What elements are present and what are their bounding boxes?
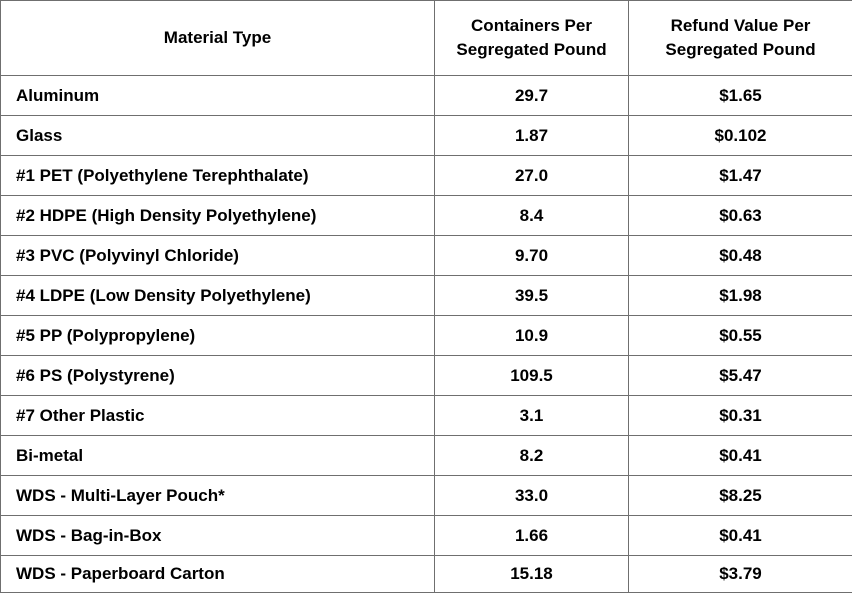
containers-cell: 109.5 (435, 356, 629, 396)
containers-cell: 29.7 (435, 76, 629, 116)
table-row (1, 236, 852, 276)
refund-cell: $0.102 (629, 116, 852, 156)
refund-cell: $0.55 (629, 316, 852, 356)
material-cell: #3 PVC (Polyvinyl Chloride) (1, 236, 435, 276)
containers-cell: 8.2 (435, 436, 629, 476)
material-cell: Glass (1, 116, 435, 156)
table-row (1, 476, 852, 516)
table-row (1, 516, 852, 556)
header-containers-line2: Segregated Pound (456, 40, 606, 59)
header-material-type (1, 1, 435, 76)
refund-cell: $1.47 (629, 156, 852, 196)
refund-cell: $1.98 (629, 276, 852, 316)
containers-cell: 33.0 (435, 476, 629, 516)
refund-cell: $0.48 (629, 236, 852, 276)
refund-cell: $0.41 (629, 516, 852, 556)
refund-cell: $0.41 (629, 436, 852, 476)
table-row (1, 356, 852, 396)
material-cell: #4 LDPE (Low Density Polyethylene) (1, 276, 435, 316)
containers-cell: 27.0 (435, 156, 629, 196)
table-row (1, 316, 852, 356)
containers-cell: 8.4 (435, 196, 629, 236)
containers-cell: 15.18 (435, 556, 629, 593)
containers-cell: 10.9 (435, 316, 629, 356)
containers-cell: 3.1 (435, 396, 629, 436)
refund-cell: $1.65 (629, 76, 852, 116)
header-row (1, 1, 852, 76)
material-cell: #5 PP (Polypropylene) (1, 316, 435, 356)
table-header (1, 1, 852, 76)
refund-cell: $3.79 (629, 556, 852, 593)
refund-cell: $0.31 (629, 396, 852, 436)
header-refund-value-per-pound (629, 1, 852, 76)
header-refund-line2: Segregated Pound (665, 40, 815, 59)
containers-cell: 1.66 (435, 516, 629, 556)
material-cell: Bi-metal (1, 436, 435, 476)
containers-cell: 39.5 (435, 276, 629, 316)
refund-cell: $5.47 (629, 356, 852, 396)
material-cell: #1 PET (Polyethylene Terephthalate) (1, 156, 435, 196)
containers-cell: 1.87 (435, 116, 629, 156)
table-row (1, 196, 852, 236)
material-cell: #6 PS (Polystyrene) (1, 356, 435, 396)
table-row (1, 436, 852, 476)
table-body (1, 76, 852, 593)
material-cell: Aluminum (1, 76, 435, 116)
material-cell: #2 HDPE (High Density Polyethylene) (1, 196, 435, 236)
material-cell: WDS - Bag-in-Box (1, 516, 435, 556)
table-row (1, 276, 852, 316)
material-cell: #7 Other Plastic (1, 396, 435, 436)
header-material-type-label: Material Type (164, 28, 271, 47)
material-cell: WDS - Multi-Layer Pouch* (1, 476, 435, 516)
table-row (1, 396, 852, 436)
table-row (1, 76, 852, 116)
table-row (1, 156, 852, 196)
refund-cell: $8.25 (629, 476, 852, 516)
header-refund-line1: Refund Value Per (671, 16, 811, 35)
header-containers-line1: Containers Per (471, 16, 592, 35)
table-row (1, 116, 852, 156)
material-cell: WDS - Paperboard Carton (1, 556, 435, 593)
table-row (1, 556, 852, 593)
containers-cell: 9.70 (435, 236, 629, 276)
header-containers-per-pound (435, 1, 629, 76)
refund-cell: $0.63 (629, 196, 852, 236)
